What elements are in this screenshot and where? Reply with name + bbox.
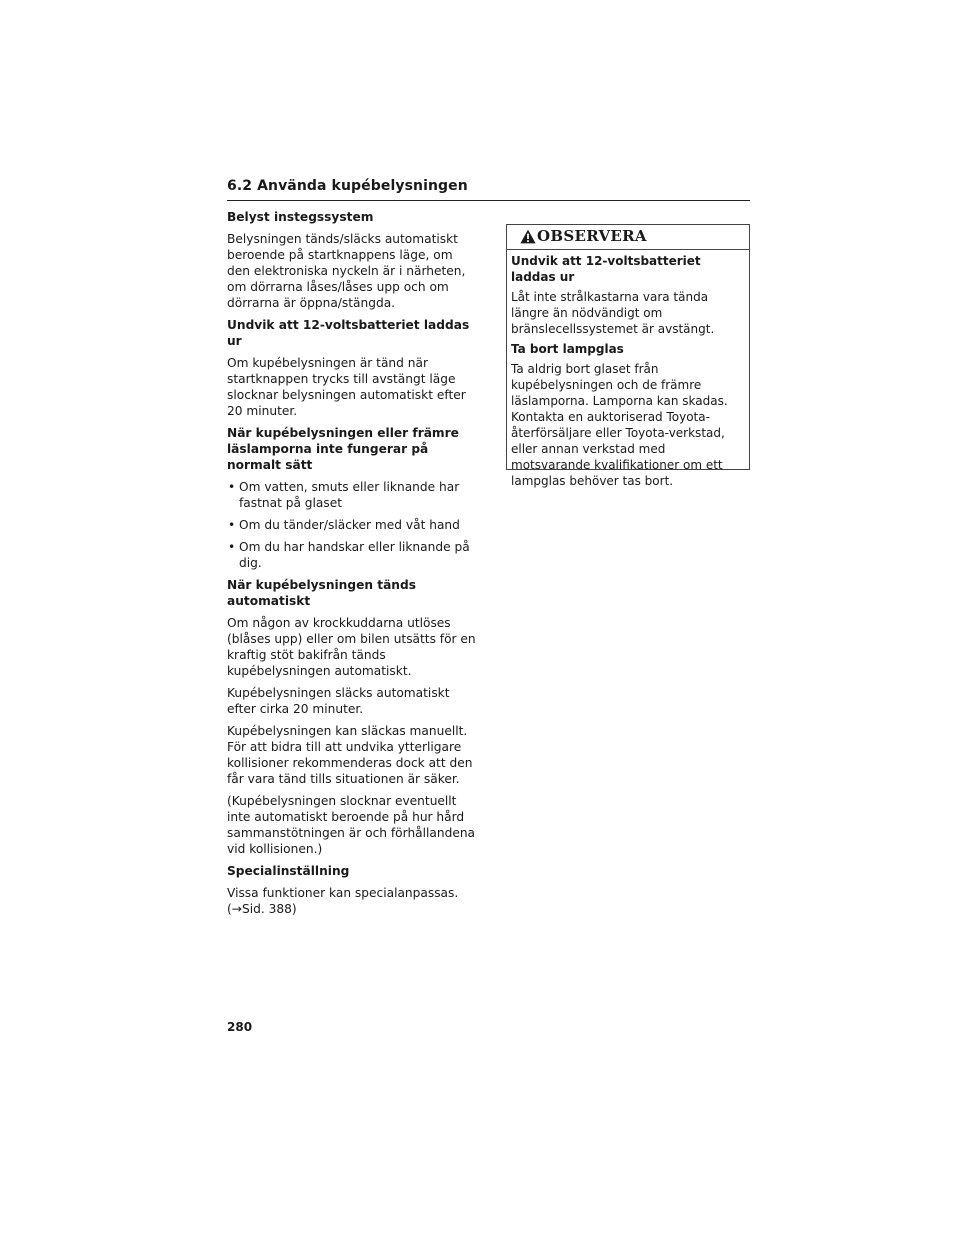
section-title: 6.2 Använda kupébelysningen (227, 178, 468, 194)
heading-illuminated-entry: Belyst instegssystem (227, 210, 374, 224)
list-item (227, 517, 477, 533)
list-item-text: Om du tänder/släcker med våt hand (239, 518, 460, 532)
list-item (227, 539, 477, 571)
paragraph-auto-off: Kupébelysningen släcks automatiskt efter cirka 20 minuter. (227, 686, 450, 716)
arrow-right-icon: → (231, 902, 242, 916)
paragraph-collision-note: (Kupébelysningen slocknar eventuellt inte automatiskt beroende på hur hård sammanstötningen är och förhållandena vid kollisionen.) (227, 794, 476, 856)
bullet-symbol: • (228, 518, 236, 532)
paragraph-illuminated-entry: Belysningen tänds/släcks automatiskt beroende på startknappens läge, om den elektroniska nyckeln är i närheten, om dörrarna låses/låses upp och om dörrarna är öppna/stängda. (227, 232, 466, 310)
heading-lights-auto-on: När kupébelysningen tänds automatiskt (227, 578, 416, 608)
paragraph-customization (227, 885, 477, 917)
notice-paragraph-battery: Låt inte strålkastarna vara tända längre än nödvändigt om bränslecellssystemet är avstängt. (511, 290, 715, 336)
list-item-text: Om vatten, smuts eller liknande har fastnat på glaset (239, 480, 460, 510)
customization-text: Vissa funktioner kan specialanpassas. (227, 886, 459, 900)
list-item-text: Om du har handskar eller liknande på dig. (239, 540, 470, 570)
notice-paragraph-lens: Ta aldrig bort glaset från kupébelysningen och de främre läslamporna. Lamporna kan skadas. Kontakta en auktoriserad Toyota-återförsäljare eller Toyota-verkstad, eller annan verkstad med motsvarande kvalifikationer om ett lampglas behöver tas bort. (511, 362, 728, 488)
list-item (227, 479, 477, 511)
page-reference-open: ( (227, 902, 232, 916)
heading-lamps-not-working: När kupébelysningen eller främre läslamporna inte fungerar på normalt sätt (227, 426, 459, 472)
heading-customization: Specialinställning (227, 864, 350, 878)
notice-heading-lens: Ta bort lampglas (511, 342, 624, 356)
heading-battery-discharge: Undvik att 12-voltsbatteriet laddas ur (227, 318, 470, 348)
notice-header (507, 225, 749, 250)
paragraph-manual-off: Kupébelysningen kan släckas manuellt. För att bidra till att undvika ytterligare kollisioner rekommenderas dock att den får vara tänd tills situationen är säker. (227, 724, 473, 786)
warning-triangle-icon (520, 229, 536, 244)
notice-title: OBSERVERA (537, 227, 647, 245)
bullet-symbol: • (228, 540, 236, 554)
notice-heading-battery: Undvik att 12-voltsbatteriet laddas ur (511, 254, 701, 284)
paragraph-battery-discharge: Om kupébelysningen är tänd när startknappen trycks till avstängt läge slocknar belysningen automatiskt efter 20 minuter. (227, 356, 466, 418)
notice-box (506, 224, 750, 488)
section-header (227, 178, 750, 201)
notice-body (511, 253, 747, 493)
left-column (227, 209, 477, 923)
bullet-symbol: • (228, 480, 236, 494)
page-reference-link[interactable]: Sid. 388) (241, 902, 297, 916)
page-number: 280 (227, 1020, 253, 1034)
paragraph-airbag-deploy: Om någon av krockkuddarna utlöses (blåses upp) eller om bilen utsätts för en kraftig stöt bakifrån tänds kupébelysningen automatiskt. (227, 616, 476, 678)
